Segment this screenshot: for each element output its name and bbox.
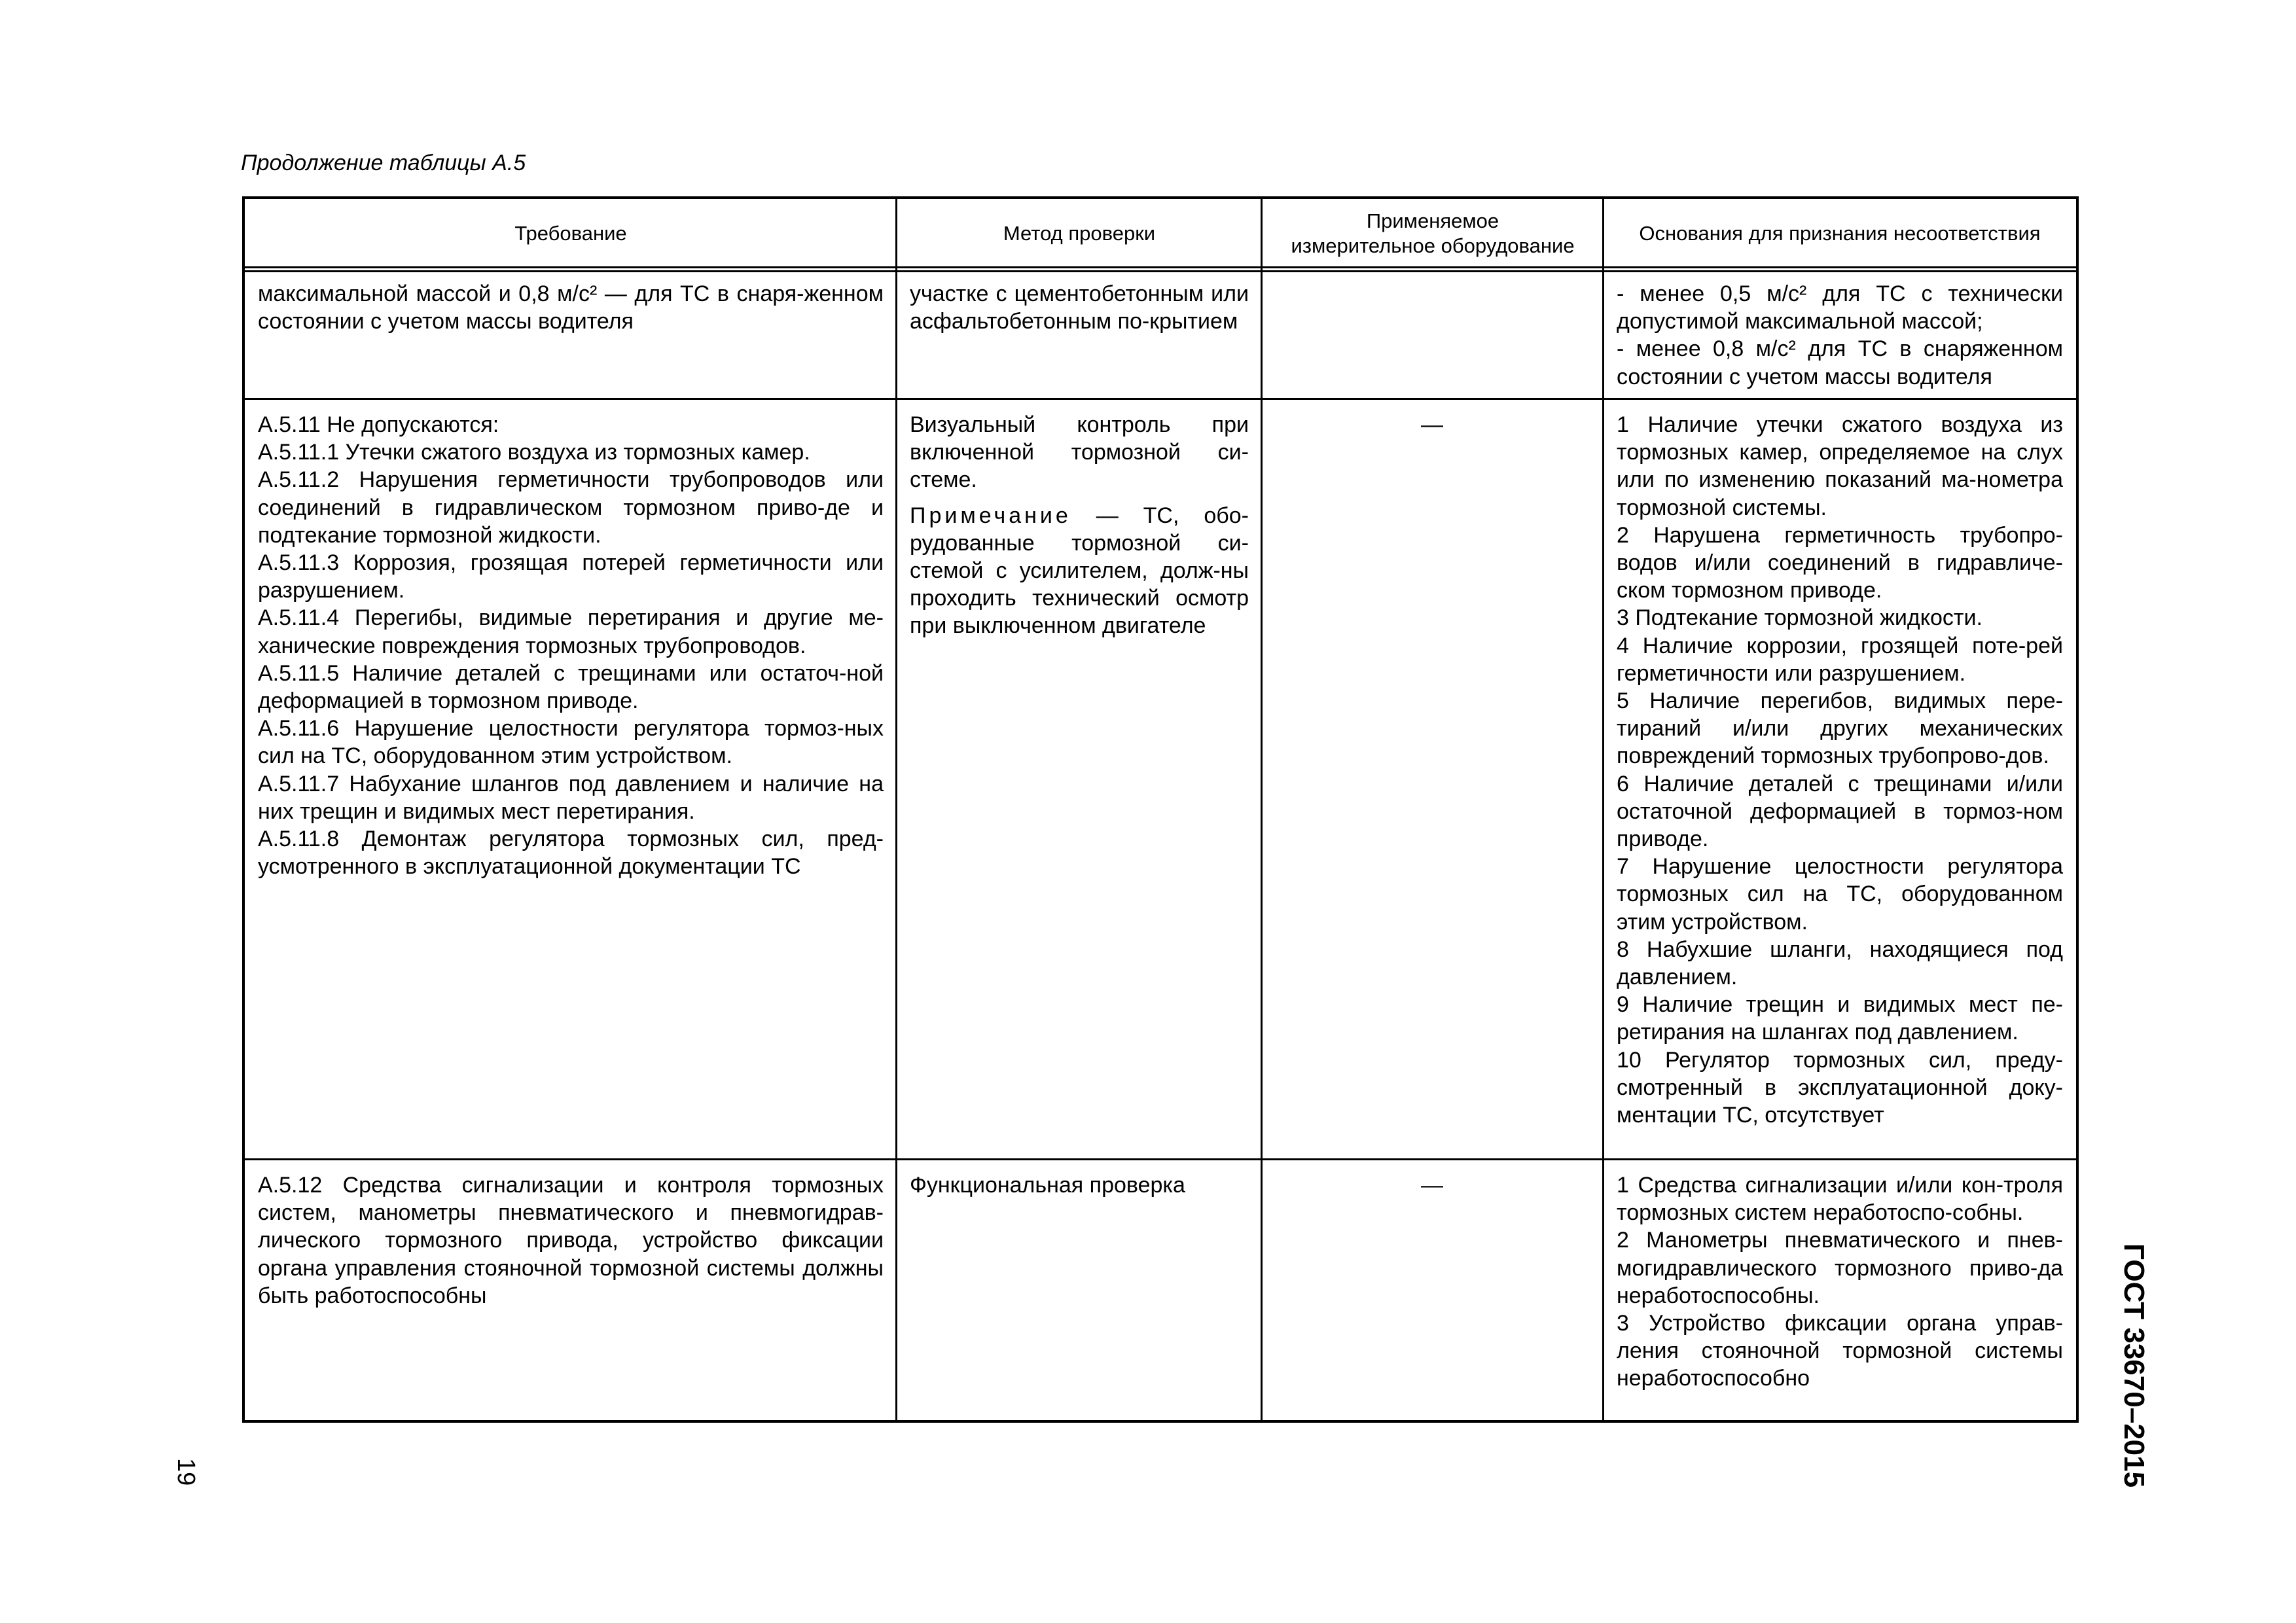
header-requirement: Требование <box>514 222 627 245</box>
requirement-text: максимальной массой и 0,8 м/с² — для ТС в снаря-женном состоянии с учетом массы водителя <box>258 281 884 334</box>
method-text: Визуальный контроль при включенной тормозной си-стеме. <box>910 412 1249 493</box>
note-label: Примечание <box>910 503 1071 528</box>
method-text: участке с цементобетонным или асфальтобетонным по-крытием <box>910 281 1249 334</box>
column-divider <box>1261 199 1263 1420</box>
method-text: Функциональная проверка <box>910 1173 1185 1198</box>
column-divider <box>1602 199 1604 1420</box>
row2-equipment <box>1275 411 1589 438</box>
nonconformity-item: 3 Устройство фиксации органа управ-ления стояночной тормозной системы неработоспособно <box>1617 1311 2063 1391</box>
row3-nonconformity <box>1617 1171 2063 1393</box>
nonconformity-item: - менее 0,5 м/с² для ТС с технически допустимой максимальной массой; <box>1617 281 2063 334</box>
note-spacer <box>910 494 1249 502</box>
requirement-item: А.5.11.3 Коррозия, грозящая потерей герметичности или разрушением. <box>258 550 884 603</box>
row1-method <box>910 280 1249 335</box>
column-divider <box>895 199 897 1420</box>
requirements-table <box>242 196 2079 1423</box>
nonconformity-item: 5 Наличие перегибов, видимых пере-тираний и/или других механических повреждений тормозных трубопрово-дов. <box>1617 688 2063 769</box>
row1-nonconformity <box>1617 280 2063 391</box>
requirement-text: А.5.12 Средства сигнализации и контроля тормозных систем, манометры пневматического и пневмогидрав-лического тормозного привода, устройство фиксации органа управления стояночной тормозной системы должны быть работоспособны <box>258 1173 884 1308</box>
header-double-rule <box>245 270 2076 272</box>
row3-method <box>910 1171 1249 1199</box>
row2-nonconformity <box>1617 411 2063 1129</box>
equipment-value: — <box>1421 412 1443 437</box>
nonconformity-item: - менее 0,8 м/с² для ТС в снаряженном состоянии с учетом массы водителя <box>1617 336 2063 389</box>
nonconformity-item: 1 Наличие утечки сжатого воздуха из тормозных камер, определяемое на слух или по изменению показаний ма-нометра тормозной системы. <box>1617 412 2063 520</box>
requirement-item: А.5.11.1 Утечки сжатого воздуха из тормозных камер. <box>258 440 810 465</box>
row2-requirement <box>258 411 884 880</box>
header-nonconformity: Основания для признания несоответствия <box>1639 222 2041 245</box>
row3-equipment <box>1275 1171 1589 1199</box>
row2-method <box>910 411 1249 640</box>
requirement-item: А.5.11.6 Нарушение целостности регулятора тормоз-ных сил на ТС, оборудованном этим устройством. <box>258 716 884 769</box>
row1-requirement <box>258 280 884 335</box>
nonconformity-item: 2 Нарушена герметичность трубопро-водов и/или соединений в гидравличе-ском тормозном приводе. <box>1617 522 2063 603</box>
header-equipment: Применяемое измерительное оборудование <box>1291 209 1575 257</box>
equipment-value: — <box>1421 1173 1443 1198</box>
header-method: Метод проверки <box>1003 222 1156 245</box>
nonconformity-item: 4 Наличие коррозии, грозящей поте-рей герметичности или разрушением. <box>1617 633 2063 686</box>
method-note <box>910 502 1249 640</box>
standard-title: ГОСТ 33670–2015 <box>2118 1243 2150 1488</box>
requirement-item: А.5.11.4 Перегибы, видимые перетирания и другие ме-ханические повреждения тормозных трубопроводов. <box>258 605 884 658</box>
nonconformity-item: 1 Средства сигнализации и/или кон-троля тормозных систем неработоспо-собны. <box>1617 1173 2063 1226</box>
row-divider <box>245 398 2076 400</box>
requirement-item: А.5.11.8 Демонтаж регулятора тормозных сил, пред-усмотренного в эксплуатационной документации ТС <box>258 827 884 880</box>
note-text: — ТС, обо-рудованные тормозной си-стемой с усилителем, долж-ны проходить технический осмотр при выключенном двигателе <box>910 503 1249 639</box>
row3-requirement <box>258 1171 884 1310</box>
nonconformity-item: 9 Наличие трещин и видимых мест пе-ретирания на шлангах под давлением. <box>1617 992 2063 1045</box>
nonconformity-item: 6 Наличие деталей с трещинами и/или остаточной деформацией в тормоз-ном приводе. <box>1617 771 2063 852</box>
nonconformity-item: 7 Нарушение целостности регулятора тормозных сил на ТС, оборудованном этим устройством. <box>1617 854 2063 935</box>
nonconformity-item: 3 Подтекание тормозной жидкости. <box>1617 605 1982 631</box>
row-divider <box>245 1158 2076 1160</box>
table-caption: Продолжение таблицы А.5 <box>241 151 526 175</box>
requirement-item: А.5.11.2 Нарушения герметичности трубопроводов или соединений в гидравлическом тормозном приво-де и подтекание тормозной жидкости. <box>258 467 884 548</box>
requirement-item: А.5.11 Не допускаются: <box>258 412 499 437</box>
requirement-item: А.5.11.7 Набухание шлангов под давлением и наличие на них трещин и видимых мест перетирания. <box>258 771 884 824</box>
requirement-item: А.5.11.5 Наличие деталей с трещинами или остаточ-ной деформацией в тормозном приводе. <box>258 660 884 714</box>
nonconformity-item: 8 Набухшие шланги, находящиеся под давлением. <box>1617 936 2063 990</box>
nonconformity-item: 2 Манометры пневматического и пнев-могидравлического тормозного приво-да неработоспособны. <box>1617 1228 2063 1308</box>
page-number: 19 <box>172 1458 200 1486</box>
nonconformity-item: 10 Регулятор тормозных сил, преду-смотренный в эксплуатационной доку-ментации ТС, отсутствует <box>1617 1047 2063 1128</box>
